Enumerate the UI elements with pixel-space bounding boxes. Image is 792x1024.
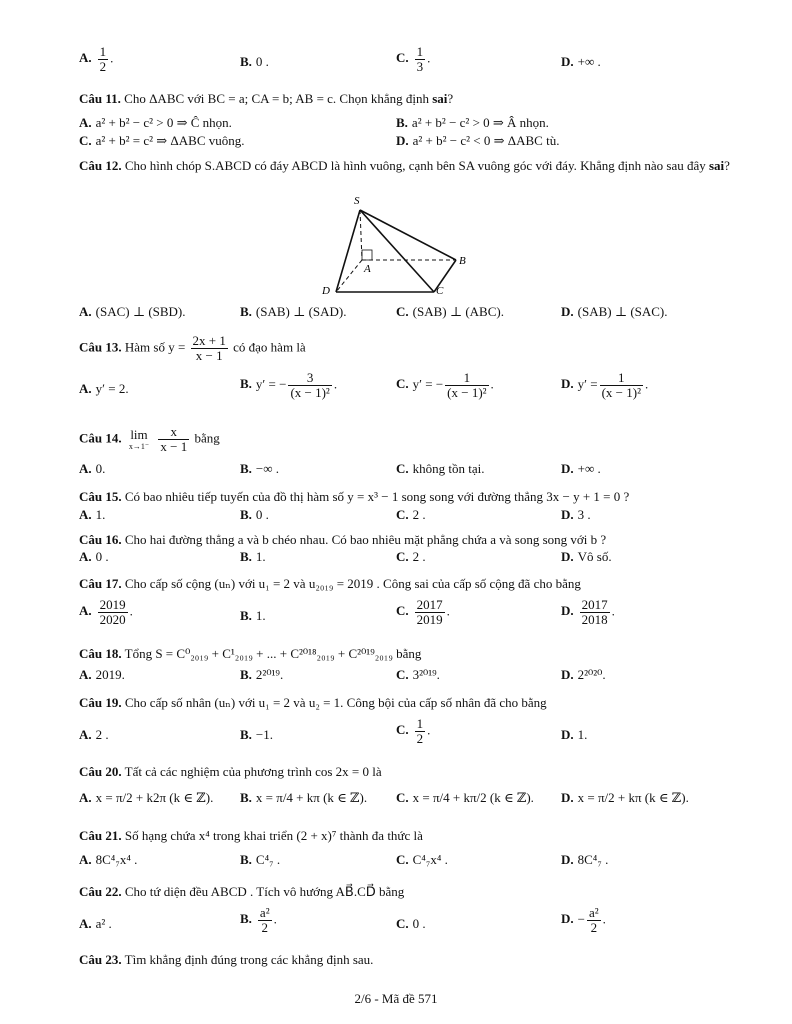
label-a: A <box>364 263 371 275</box>
q11-option-a: A. a² + b² − c² > 0 ⇒ Ĉ nhọn. <box>79 115 232 130</box>
q12-option-c: C. (SAB) ⊥ (ABC). <box>396 304 504 319</box>
q10-option-d: D. +∞ . <box>561 54 601 69</box>
q11-option-d: D. a² + b² − c² < 0 ⇒ ΔABC tù. <box>396 133 560 148</box>
q14-option-d: D. +∞ . <box>561 461 601 476</box>
q17-option-c: C. $\frac{2017}{2019}$ . <box>396 597 450 627</box>
q19-option-d: D. 1. <box>561 727 588 742</box>
q10-option-b: B. 0 . <box>240 54 269 69</box>
q18-option-c: C. 3²⁰¹⁹. <box>396 667 440 682</box>
q13-stem: Câu 13. Hàm số y = $\frac{2x + 1}{x - 1}$ có đạo hàm là <box>79 333 306 363</box>
q16-option-d: D. Vô số. <box>561 549 612 564</box>
q13-option-c: C. y′ = − $\frac{1}{\text{(x − 1)²}}$ . <box>396 370 494 400</box>
label-d: D <box>322 285 330 297</box>
q17-option-a: A. $\frac{2019}{2020}$ . <box>79 597 133 627</box>
q11-option-c: C. a² + b² = c² ⇒ ΔABC vuông. <box>79 133 245 148</box>
q18-option-a: A. 2019. <box>79 667 125 682</box>
q16-option-a: A. 0 . <box>79 549 109 564</box>
q17-option-b: B. 1. <box>240 608 266 623</box>
q19-stem: Câu 19. Cho cấp số nhân (uₙ) với u₁ = 2 và u₂ = 1. Công bội của cấp số nhân đã cho bằng <box>79 695 547 710</box>
q21-option-d: D. 8C⁴₇ . <box>561 852 609 867</box>
q11-option-b: B. a² + b² − c² > 0 ⇒ Â nhọn. <box>396 115 549 130</box>
q19-option-b: B. −1. <box>240 727 274 742</box>
q21-option-b: B. C⁴₇ . <box>240 852 281 867</box>
q16-option-b: B. 1. <box>240 549 266 564</box>
q21-option-c: C. C⁴₇x⁴ . <box>396 852 448 867</box>
q23-stem: Câu 23. Tìm khẳng định đúng trong các khẳng định sau. <box>79 952 374 967</box>
q10-option-a: A. $\frac{1}{2}$ . <box>79 44 114 74</box>
q13-option-d: D. y′ = $\frac{1}{\text{(x − 1)²}}$ . <box>561 370 649 400</box>
q14-option-c: C. không tồn tại. <box>396 461 485 476</box>
q13-option-a: A. y′ = 2. <box>79 381 129 396</box>
q17-option-d: D. $\frac{2017}{2018}$ . <box>561 597 615 627</box>
q12-stem: Câu 12. Cho hình chóp S.ABCD có đáy ABCD là hình vuông, cạnh bên SA vuông góc với đáy. Khẳng định nào sau đây sai? <box>79 158 730 173</box>
q15-stem: Câu 15. Có bao nhiêu tiếp tuyến của đồ thị hàm số y = x³ − 1 song song với đường thẳng 3x − y + 1 = 0 ? <box>79 489 630 504</box>
pyramid-figure <box>316 190 476 300</box>
q22-option-b: B. $\frac{\text{a²}}{2}$ . <box>240 905 277 935</box>
q15-option-c: C. 2 . <box>396 507 426 522</box>
q18-option-b: B. 2²⁰¹⁹. <box>240 667 284 682</box>
q17-stem: Câu 17. Cho cấp số cộng (uₙ) với u₁ = 2 và u₂₀₁₉ = 2019 . Công sai của cấp số cộng đã cho bằng <box>79 576 581 591</box>
q20-option-c: C. x = π/4 + kπ/2 (k ∈ ℤ). <box>396 790 534 805</box>
q21-option-a: A. 8C⁴₇x⁴ . <box>79 852 138 867</box>
q12-option-d: D. (SAB) ⊥ (SAC). <box>561 304 668 319</box>
q11-stem: Câu 11. Cho ΔABC với BC = a; CA = b; AB = c. Chọn khẳng định sai? <box>79 91 454 106</box>
q20-option-b: B. x = π/4 + kπ (k ∈ ℤ). <box>240 790 368 805</box>
q16-stem: Câu 16. Cho hai đường thẳng a và b chéo nhau. Có bao nhiêu mặt phẳng chứa a và song song với b ? <box>79 532 607 547</box>
q14-stem: Câu 14. lim x→1⁻ $\frac{x}{x - 1}$ bằng <box>79 424 220 454</box>
q15-option-b: B. 0 . <box>240 507 269 522</box>
page-footer: 2/6 - Mã đề 571 <box>354 991 438 1006</box>
q12-option-a: A. (SAC) ⊥ (SBD). <box>79 304 186 319</box>
q20-stem: Câu 20. Tất cả các nghiệm của phương trình cos 2x = 0 là <box>79 764 382 779</box>
q22-option-c: C. 0 . <box>396 916 426 931</box>
q19-option-c: C. $\frac{1}{2}$ . <box>396 716 431 746</box>
q18-option-d: D. 2²⁰²⁰. <box>561 667 606 682</box>
q13-option-b: B. y′ = − $\frac{3}{\text{(x − 1)²}}$ . <box>240 370 338 400</box>
q14-option-a: A. 0. <box>79 461 106 476</box>
q15-option-a: A. 1. <box>79 507 106 522</box>
q22-option-d: D. − $\frac{\text{a²}}{2}$ . <box>561 905 606 935</box>
q18-stem: Câu 18. Tổng S = C⁰₂₀₁₉ + C¹₂₀₁₉ + ... + C²⁰¹⁸₂₀₁₉ + C²⁰¹⁹₂₀₁₉ bằng <box>79 646 422 661</box>
label-c: C <box>436 285 444 297</box>
q14-option-b: B. −∞ . <box>240 461 280 476</box>
q21-stem: Câu 21. Số hạng chứa x⁴ trong khai triển (2 + x)⁷ thành đa thức là <box>79 828 423 843</box>
q22-option-a: A. a² . <box>79 916 112 931</box>
q15-option-d: D. 3 . <box>561 507 591 522</box>
q20-option-d: D. x = π/2 + kπ (k ∈ ℤ). <box>561 790 689 805</box>
q19-option-a: A. 2 . <box>79 727 109 742</box>
q16-option-c: C. 2 . <box>396 549 426 564</box>
q12-option-b: B. (SAB) ⊥ (SAD). <box>240 304 347 319</box>
q20-option-a: A. x = π/2 + k2π (k ∈ ℤ). <box>79 790 214 805</box>
q22-stem: Câu 22. Cho tứ diện đều ABCD . Tích vô hướng AB⃗.CD⃗ bằng <box>79 884 405 899</box>
label-b: B <box>459 255 466 267</box>
label-s: S <box>354 195 360 207</box>
q10-option-c: C. $\frac{1}{3}$ . <box>396 44 431 74</box>
